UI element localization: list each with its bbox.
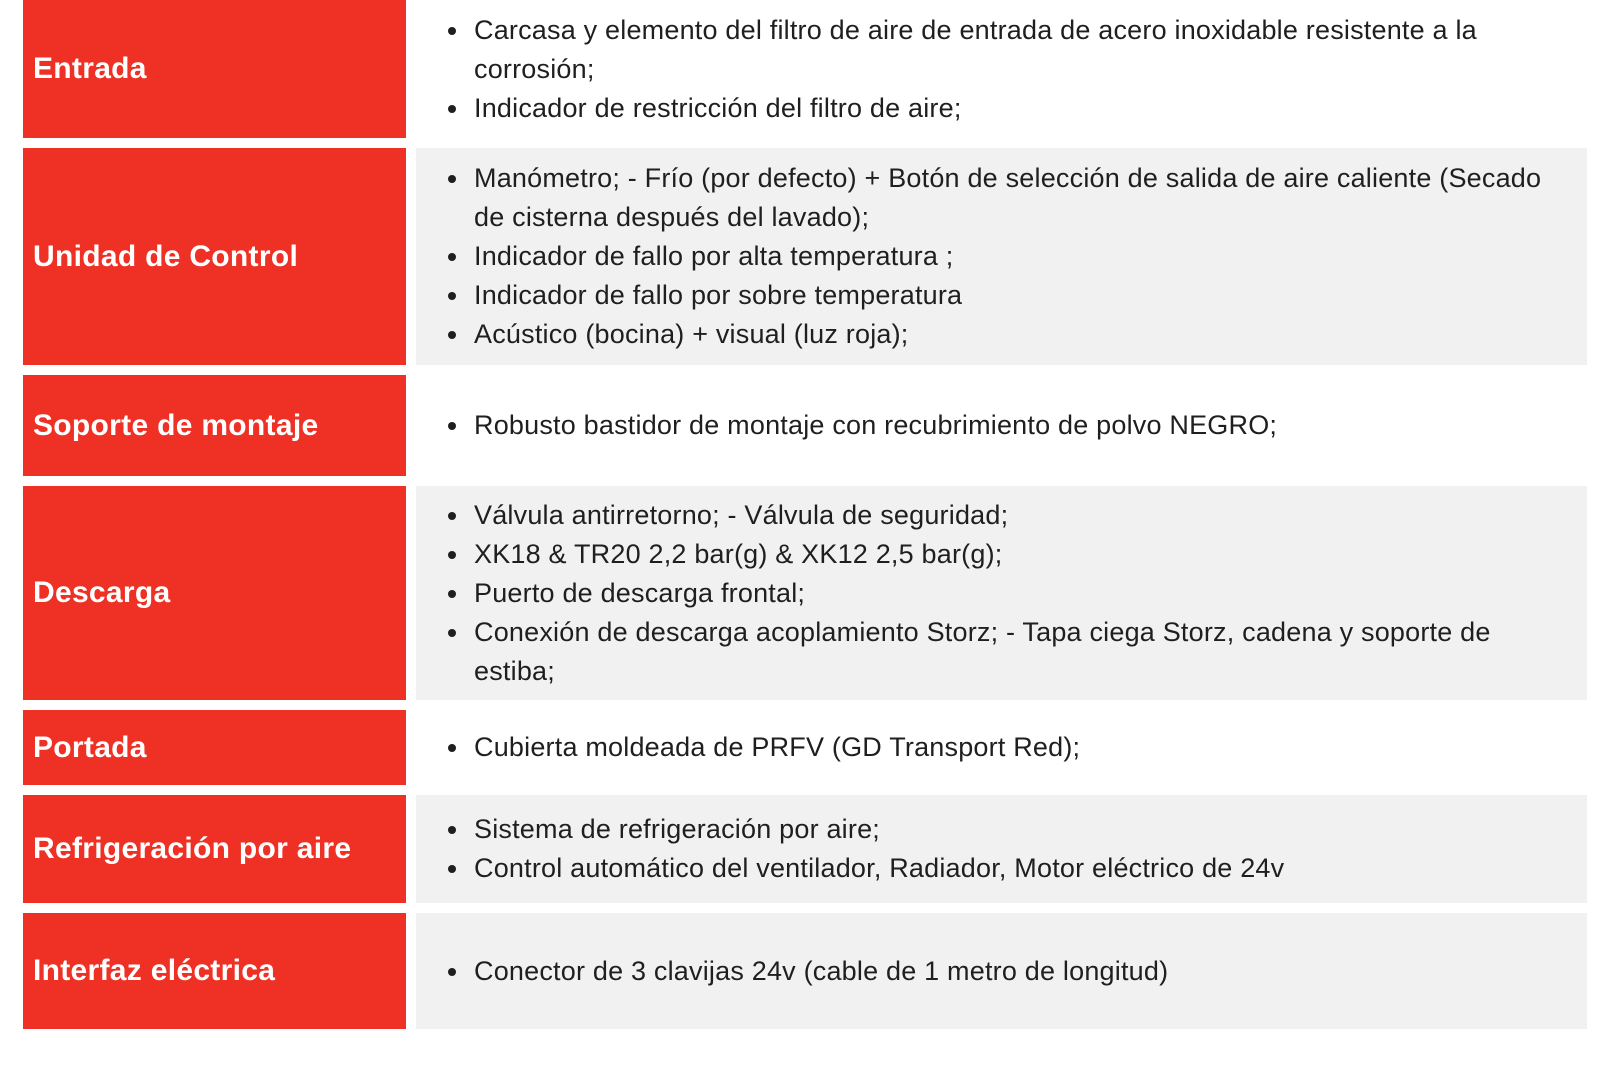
list-item: Manómetro; - Frío (por defecto) + Botón de selección de salida de aire caliente (Secado de cisterna después del lavado); (474, 159, 1587, 237)
row-label-interfaz-electrica: Interfaz eléctrica (23, 913, 406, 1029)
row-label-soporte-de-montaje: Soporte de montaje (23, 375, 406, 476)
list-item: Indicador de restricción del filtro de aire; (474, 89, 1587, 128)
spec-row-descarga (23, 486, 1587, 700)
bullet-list (416, 496, 1587, 691)
row-label-unidad-de-control: Unidad de Control (23, 148, 406, 365)
list-item: Conexión de descarga acoplamiento Storz; - Tapa ciega Storz, cadena y soporte de estiba; (474, 613, 1587, 691)
row-label-refrigeracion-por-aire: Refrigeración por aire (23, 795, 406, 903)
bullet-list (416, 810, 1587, 888)
row-label-portada: Portada (23, 710, 406, 785)
list-item: Sistema de refrigeración por aire; (474, 810, 1587, 849)
list-item: Control automático del ventilador, Radiador, Motor eléctrico de 24v (474, 849, 1587, 888)
spec-row-soporte-de-montaje (23, 375, 1587, 476)
list-item: Conector de 3 clavijas 24v (cable de 1 metro de longitud) (474, 952, 1587, 991)
bullet-list (416, 406, 1587, 445)
list-item: Indicador de fallo por alta temperatura ; (474, 237, 1587, 276)
row-content-interfaz-electrica (416, 913, 1587, 1029)
row-content-refrigeracion-por-aire (416, 795, 1587, 903)
spec-row-refrigeracion-por-aire (23, 795, 1587, 903)
list-item: Puerto de descarga frontal; (474, 574, 1587, 613)
bullet-list (416, 728, 1587, 767)
spec-row-interfaz-electrica (23, 913, 1587, 1029)
row-content-descarga (416, 486, 1587, 700)
list-item: Acústico (bocina) + visual (luz roja); (474, 315, 1587, 354)
row-content-entrada (416, 0, 1587, 138)
list-item: Cubierta moldeada de PRFV (GD Transport Red); (474, 728, 1587, 767)
bullet-list (416, 11, 1587, 128)
spec-row-unidad-de-control (23, 148, 1587, 365)
bullet-list (416, 159, 1587, 354)
list-item: XK18 & TR20 2,2 bar(g) & XK12 2,5 bar(g); (474, 535, 1587, 574)
list-item: Robusto bastidor de montaje con recubrimiento de polvo NEGRO; (474, 406, 1587, 445)
row-content-unidad-de-control (416, 148, 1587, 365)
spec-row-portada (23, 710, 1587, 785)
list-item: Carcasa y elemento del filtro de aire de entrada de acero inoxidable resistente a la corrosión; (474, 11, 1587, 89)
row-content-soporte-de-montaje (416, 375, 1587, 476)
row-content-portada (416, 710, 1587, 785)
row-label-descarga: Descarga (23, 486, 406, 700)
bullet-list (416, 952, 1587, 991)
spec-row-entrada (23, 0, 1587, 138)
row-label-entrada: Entrada (23, 0, 406, 138)
list-item: Válvula antirretorno; - Válvula de seguridad; (474, 496, 1587, 535)
list-item: Indicador de fallo por sobre temperatura (474, 276, 1587, 315)
